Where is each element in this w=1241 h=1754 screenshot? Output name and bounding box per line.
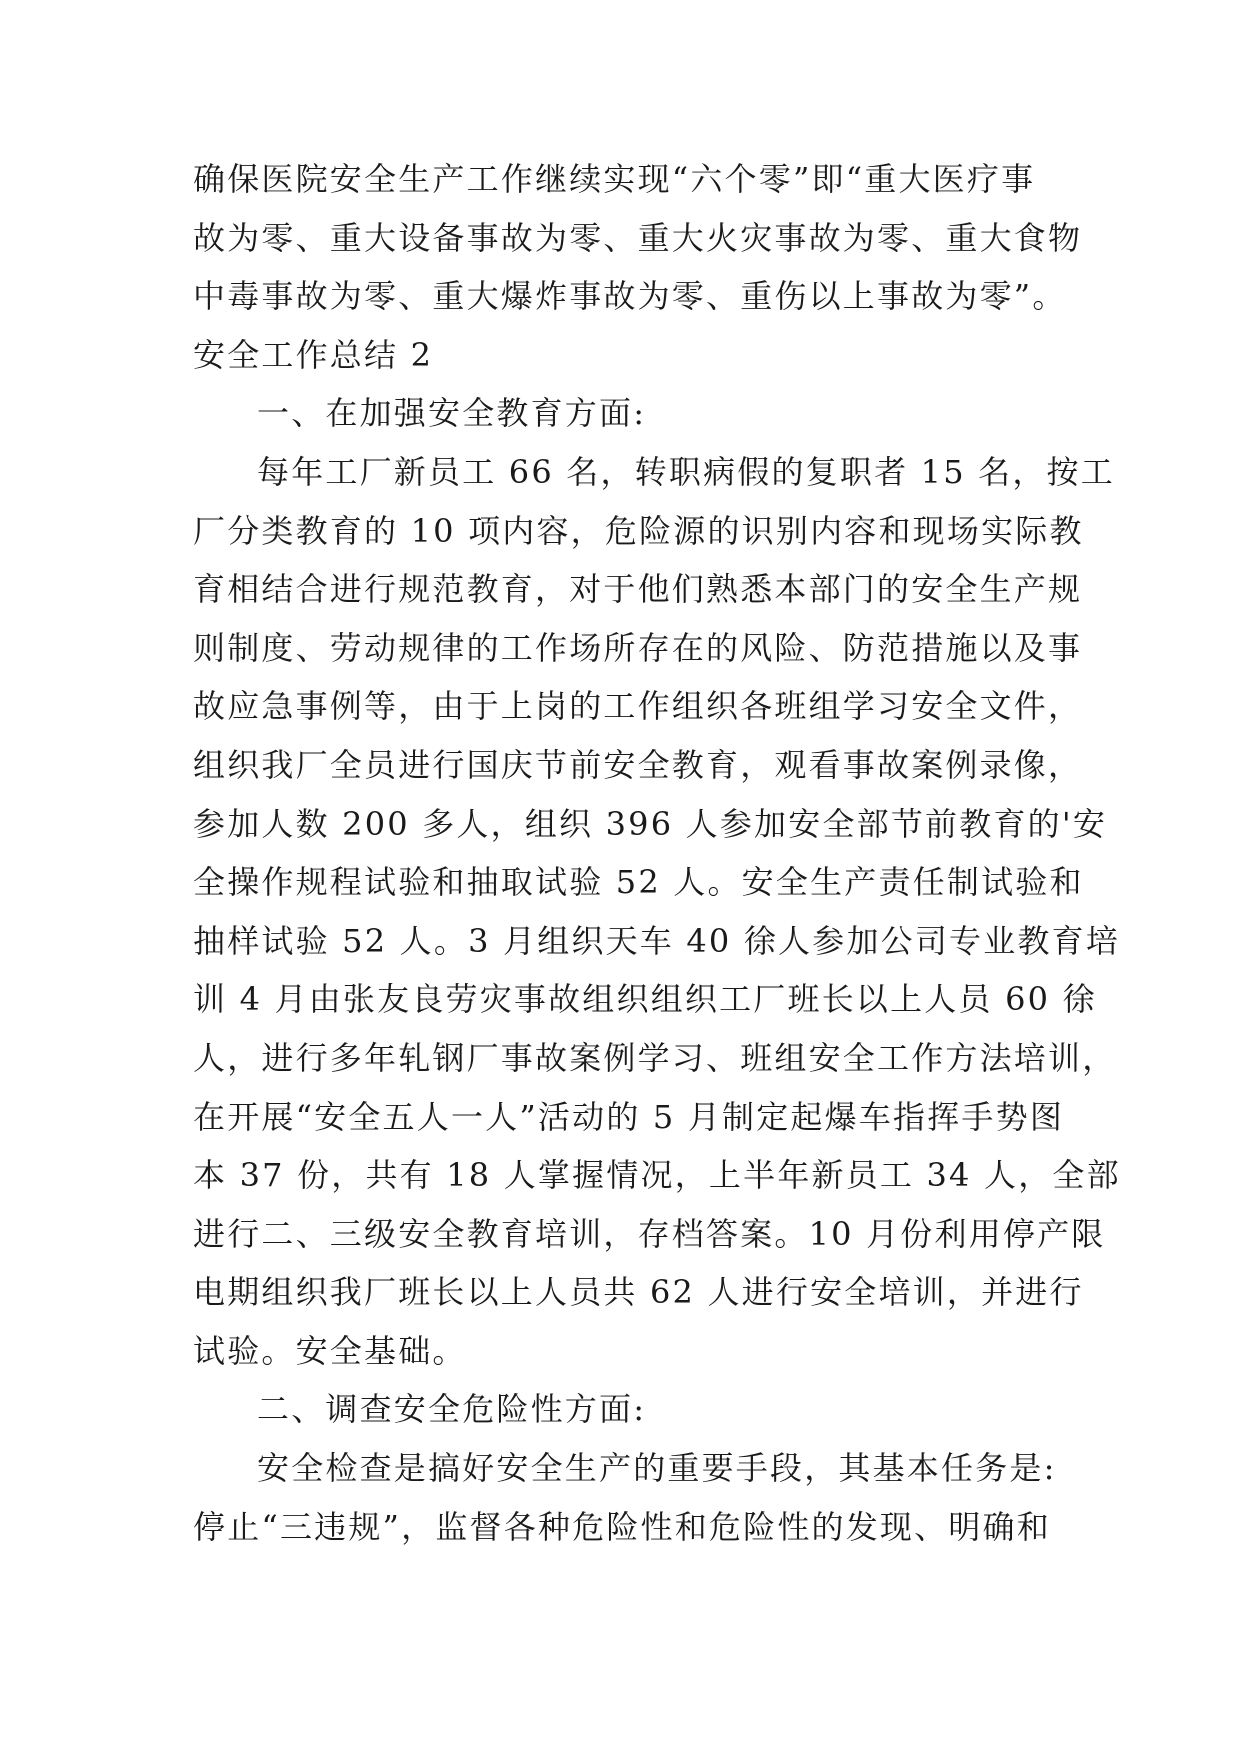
text-line-11: 组织我厂全员进行国庆节前安全教育，观看事故案例录像， [193,745,1083,784]
text-line-18: 本 37 份，共有 18 人掌握情况，上半年新员工 34 人，全部 [193,1156,1121,1195]
text-line-17: 在开展“安全五人一人”活动的 5 月制定起爆车指挥手势图 [193,1097,1065,1136]
text-line-14: 抽样试验 52 人。3 月组织天车 40 徐人参加公司专业教育培 [193,921,1121,960]
text-line-2: 故为零、重大设备事故为零、重大火灾事故为零、重大食物 [193,218,1083,257]
text-line-16: 人，进行多年轧钢厂事故案例学习、班组安全工作方法培训， [193,1038,1117,1077]
text-line-19: 进行二、三级安全教育培训，存档答案。10 月份利用停产限 [193,1214,1106,1253]
text-line-13: 全操作规程试验和抽取试验 52 人。安全生产责任制试验和 [193,863,1084,902]
paragraph-start-1: 每年工厂新员工 66 名，转职病假的复职者 15 名，按工 [257,452,1115,491]
text-line-10: 故应急事例等，由于上岗的工作组织各班组学习安全文件， [193,687,1083,726]
text-line-15: 训 4 月由张友良劳灾事故组织组织工厂班长以上人员 60 徐 [193,980,1097,1019]
text-line-8: 育相结合进行规范教育，对于他们熟悉本部门的安全生产规 [193,570,1083,609]
text-line-1: 确保医院安全生产工作继续实现“六个零”即“重大医疗事 [193,160,1036,198]
subheading-2: 二、调查安全危险性方面: [257,1390,647,1429]
text-line-24: 停止“三违规”，监督各种危险性和危险性的发现、明确和 [193,1507,1051,1546]
text-line-12: 参加人数 200 多人，组织 396 人参加安全部节前教育的'安 [193,804,1108,843]
text-line-20: 电期组织我厂班长以上人员共 62 人进行安全培训，并进行 [193,1273,1084,1312]
document-body [193,150,1121,1556]
text-line-21: 试验。安全基础。 [193,1331,467,1370]
text-line-9: 则制度、劳动规律的工作场所存在的风险、防范措施以及事 [193,628,1083,667]
text-line-7: 厂分类教育的 10 项内容，危险源的识别内容和现场实际教 [193,511,1084,550]
text-line-3: 中毒事故为零、重大爆炸事故为零、重伤以上事故为零”。 [193,277,1067,316]
subheading-1: 一、在加强安全教育方面: [257,394,647,433]
section-heading: 安全工作总结 2 [193,335,434,374]
paragraph-start-2: 安全检查是搞好安全生产的重要手段，其基本任务是: [257,1449,1057,1488]
